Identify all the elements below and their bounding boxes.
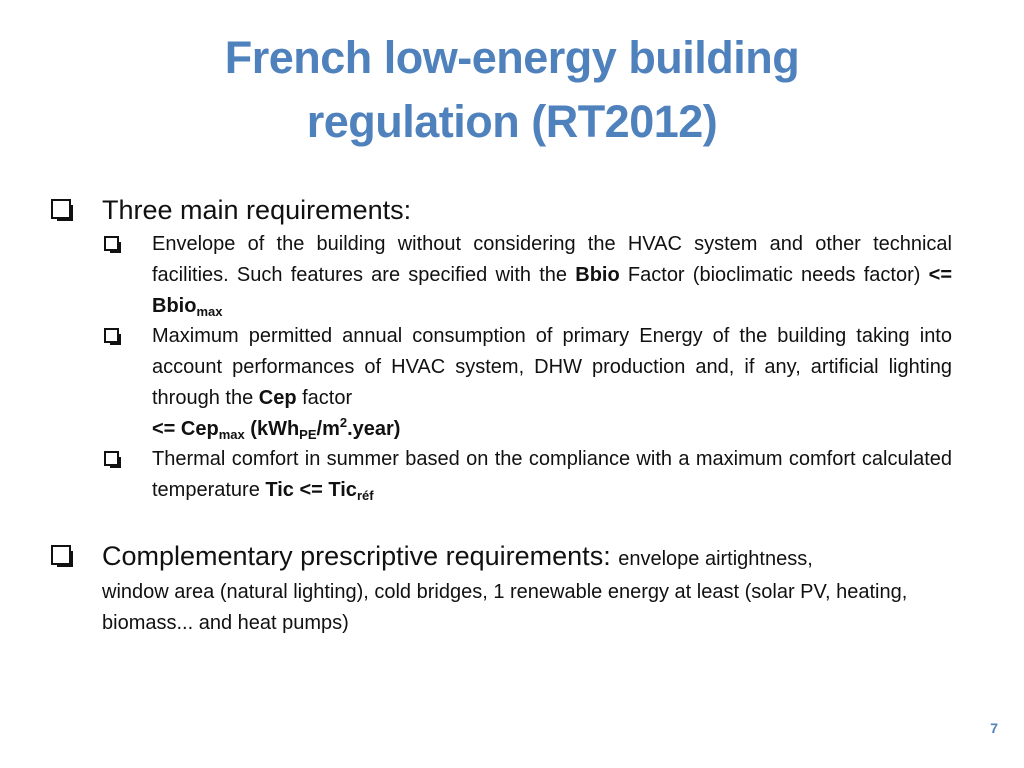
page-number: 7	[990, 720, 998, 736]
checkbox-bullet-icon	[104, 236, 119, 251]
bbio-label: Bbio	[575, 264, 620, 286]
section-heading-complementary: Complementary prescriptive requirements: envelope airtightness,	[102, 541, 813, 571]
checkbox-bullet-icon	[104, 328, 119, 343]
requirement-item-envelope: Envelope of the building without considering the HVAC system and other technical facilities. Such features are specified with the Bbio Factor (bioclimatic needs factor) <= Bbio$_{max}$	[152, 233, 953, 319]
slide-title-line-1: French low-energy building	[224, 32, 800, 83]
section-heading-requirements: Three main requirements:	[102, 195, 412, 225]
cep-label: Cep	[258, 387, 297, 409]
checkbox-bullet-icon	[104, 451, 119, 466]
complementary-details: window area (natural lighting), cold bridges, 1 renewable energy at least (solar PV, heating, biomass... and heat pumps)	[102, 581, 908, 634]
requirement-item-primary-energy: Maximum permitted annual consumption of primary Energy of the building taking into account performances of HVAC system, DHW production and, if any, artificial lighting through the Cep factor <= Cep$_{max}$ $(kWh_{PE}/m^2.year)$	[152, 325, 952, 442]
bbio-max-formula: <= Bbio$_{max}$	[152, 264, 953, 319]
slide-title-line-2: regulation (RT2012)	[306, 96, 718, 147]
checkbox-bullet-icon	[51, 199, 71, 219]
requirement-item-thermal-comfort: Thermal comfort in summer based on the compliance with a maximum comfort calculated temperature Tic <= Tic$_{réf}$	[152, 448, 952, 503]
tic-formula: Tic <= Tic$_{réf}$	[265, 479, 374, 503]
checkbox-bullet-icon	[51, 545, 71, 565]
slide-title	[0, 26, 1024, 154]
cep-max-formula: <= Cep$_{max}$ $(kWh_{PE}/m^2.year)$	[152, 415, 401, 442]
